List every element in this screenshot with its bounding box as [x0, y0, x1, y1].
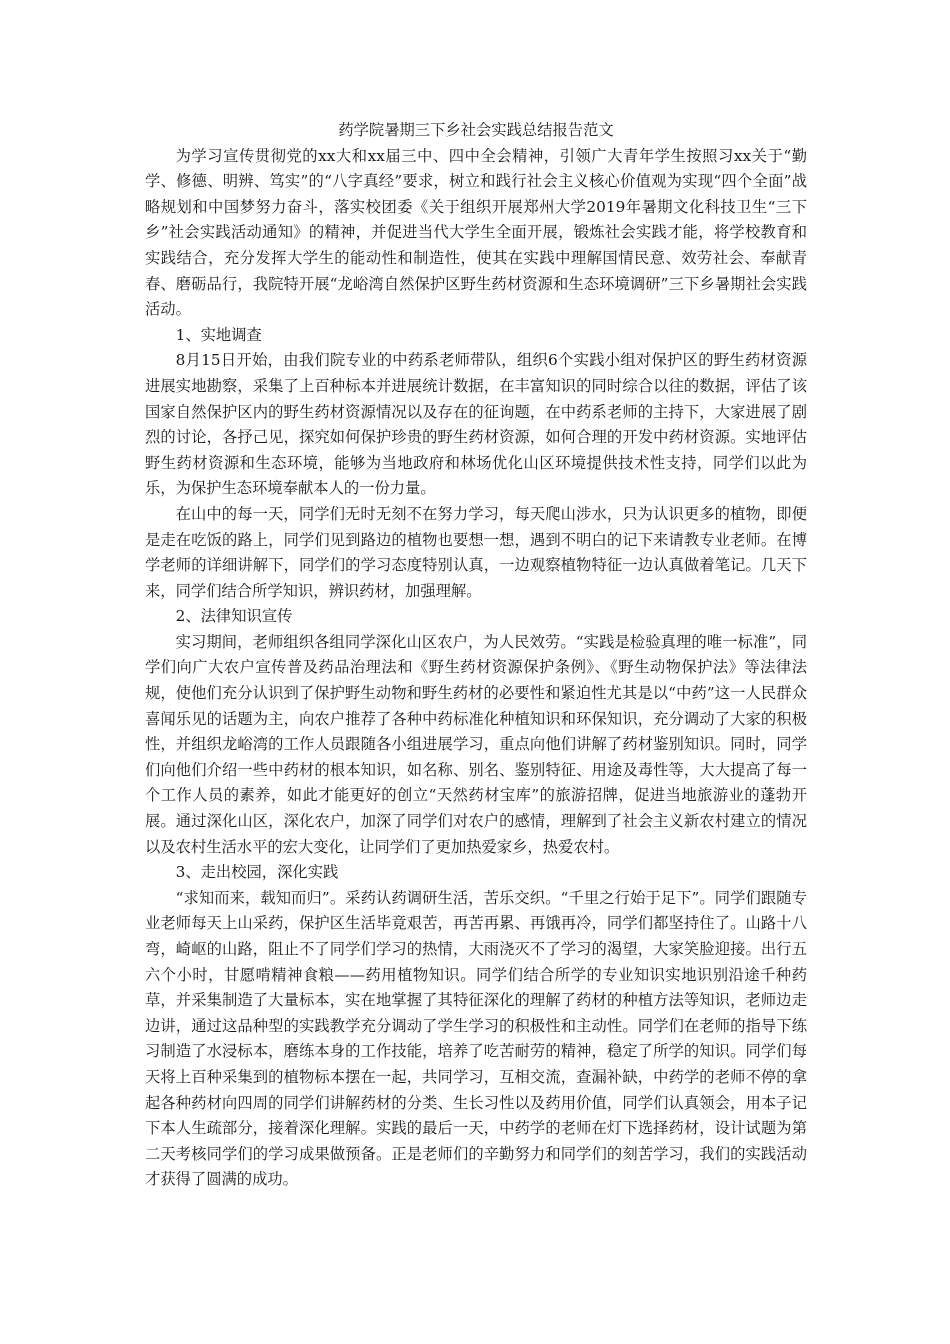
- paragraph-intro: 为学习宣传贯彻党的xx大和xx届三中、四中全会精神，引领广大青年学生按照习xx关于“勤学、修德、明辨、笃实”的“八字真经”要求，树立和践行社会主义核心价值观为实现“四个全面”战略规划和中国梦努力奋斗，落实校团委《关于组织开展郑州大学2019年暑期文化科技卫生“三下乡”社会实践活动通知》的精神，并促进当代大学生全面开展，锻炼社会实践才能，将学校教育和实践结合，充分发挥大学生的能动性和制造性，使其在实践中理解国情民意、效劳社会、奉献青春、磨砺品行，我院特开展“龙峪湾自然保护区野生药材资源和生态环境调研”三下乡暑期社会实践活动。: [145, 146, 807, 319]
- paragraph-legal-education: 实习期间，老师组织各组同学深化山区农户，为人民效劳。“实践是检验真理的唯一标准”，同学们向广大农户宣传普及药品治理法和《野生药材资源保护条例》、《野生动物保护法》等法律法规，使他们充分认识到了保护野生动物和野生药材的必要性和紧迫性尤其是以“中药”这一人民群众喜闻乐见的话题为主，向农户推荐了各种中药标准化种植知识和环保知识，充分调动了大家的积极性，并组织龙峪湾的工作人员跟随各小组进展学习，重点向他们讲解了药材鉴别知识。同时，同学们向他们介绍一些中药材的根本知识，如名称、别名、鉴别特征、用途及毒性等，大大提高了每一个工作人员的素养，如此才能更好的创立“天然药材宝库”的旅游招牌，促进当地旅游业的蓬勃开展。通过深化山区，深化农户，加深了同学们对农户的感情，理解到了社会主义新农村建立的情况以及农村生活水平的宏大变化，让同学们了更加热爱家乡，热爱农村。: [145, 632, 807, 856]
- document-page: [145, 118, 807, 1193]
- section-heading-field-survey: 1、实地调查: [175, 325, 262, 344]
- section-heading-legal-education: 2、法律知识宣传: [175, 607, 293, 626]
- paragraph-mountain-study: 在山中的每一天，同学们无时无刻不在努力学习，每天爬山涉水，只为认识更多的植物，即便是走在吃饭的路上，同学们见到路边的植物也要想一想，遇到不明白的记下来请教专业老师。在博学老师的详细讲解下，同学们的学习态度特别认真，一边观察植物特征一边认真做着笔记。几天下来，同学们结合所学知识，辨识药材，加强理解。: [145, 504, 807, 600]
- document-title: 药学院暑期三下乡社会实践总结报告范文: [338, 121, 614, 139]
- paragraph-practice: “求知而来，载知而归”。采药认药调研生活，苦乐交织。“千里之行始于足下”。同学们跟随专业老师每天上山采药，保护区生活毕竟艰苦，再苦再累、再饿再冷，同学们都坚持住了。山路十八弯，崎岖的山路，阻止不了同学们学习的热情，大雨浇灭不了学习的渴望，大家笑脸迎接。出行五六个小时，甘愿啃精神食粮——药用植物知识。同学们结合所学的专业知识实地识别沿途千种药草，并采集制造了大量标本，实在地掌握了其特征深化的理解了药材的种植方法等知识，老师边走边讲，通过这品种型的实践教学充分调动了学生学习的积极性和主动性。同学们在老师的指导下练习制造了水浸标本，磨练本身的工作技能，培养了吃苦耐劳的精神，稳定了所学的知识。同学们每天将上百种采集到的植物标本摆在一起，共同学习，互相交流，查漏补缺，中药学的老师不停的拿起各种药材向四周的同学们讲解药材的分类、生长习性以及药用价值，同学们认真领会，用本子记下本人生疏部分，接着深化理解。实践的最后一天，中药学的老师在灯下选择药材，设计试题为第二天考核同学们的学习成果做预备。正是老师们的辛勤努力和同学们的刻苦学习，我们的实践活动才获得了圆满的成功。: [145, 888, 807, 1189]
- paragraph-field-survey: 8月15日开始，由我们院专业的中药系老师带队，组织6个实践小组对保护区的野生药材资源进展实地勘察，采集了上百种标本并进展统计数据，在丰富知识的同时综合以往的数据，评估了该国家自然保护区内的野生药材资源情况以及存在的征询题，在中药系老师的主持下，大家进展了剧烈的讨论，各抒己见，探究如何保护珍贵的野生药材资源，如何合理的开发中药材资源。实地评估野生药材资源和生态环境，能够为当地政府和林场优化山区环境提供技术性支持，同学们以此为乐，为保护生态环境奉献本人的一份力量。: [145, 351, 807, 498]
- section-heading-practice: 3、走出校园，深化实践: [175, 863, 339, 882]
